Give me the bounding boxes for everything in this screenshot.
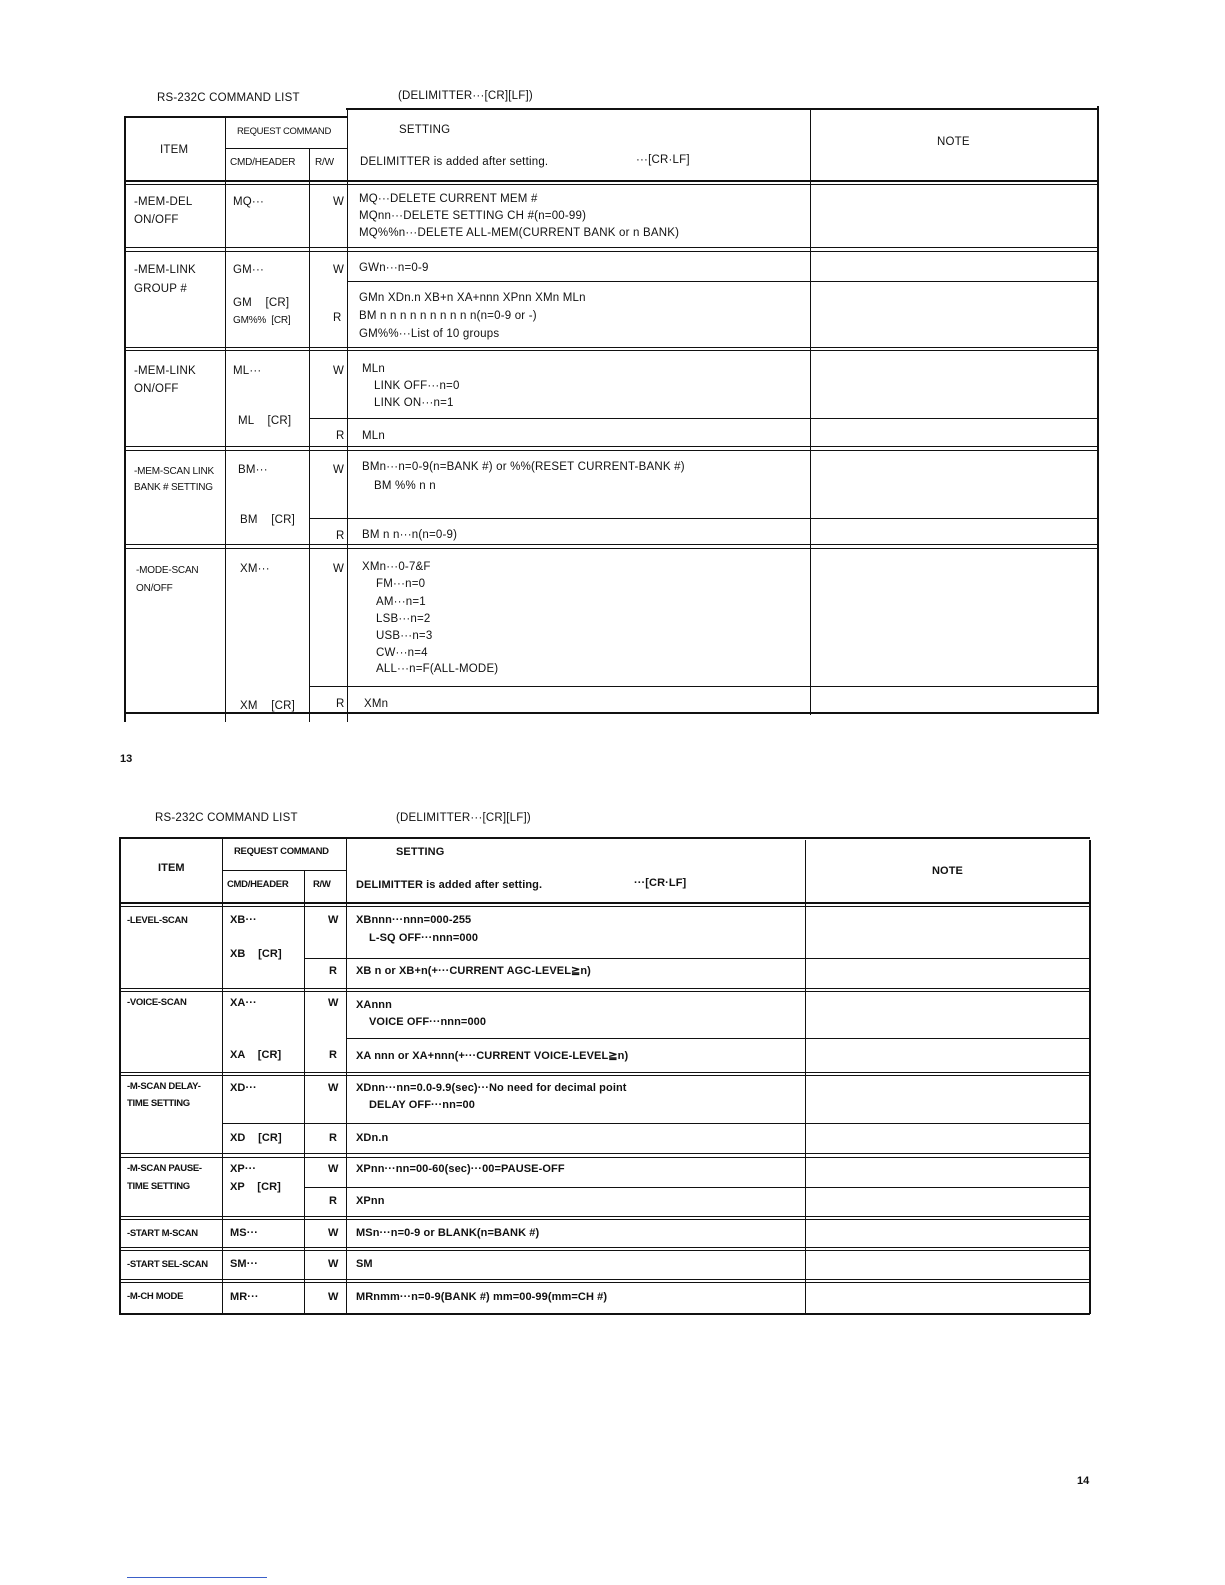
setting-text: USB···n=3 xyxy=(376,630,433,642)
setting-text: VOICE OFF···nnn=000 xyxy=(369,1016,487,1028)
command-cell: XA··· xyxy=(230,997,257,1009)
header-setting: SETTING xyxy=(396,846,445,858)
rw-cell: R xyxy=(329,965,338,977)
setting-text: ALL···n=F(ALL-MODE) xyxy=(376,663,499,675)
setting-text: XDnn···nn=0.0-9.9(sec)···No need for decimal point xyxy=(356,1082,627,1094)
setting-text: MRnmm···n=0-9(BANK #) mm=00-99(mm=CH #) xyxy=(356,1291,608,1303)
setting-text: GMn XDn.n XB+n XA+nnn XPnn XMn MLn xyxy=(359,292,586,304)
setting-text: XA nnn or XA+nnn(+···CURRENT VOICE-LEVEL≧n) xyxy=(356,1050,629,1062)
header-item: ITEM xyxy=(158,862,185,874)
header-cmd: CMD/HEADER xyxy=(227,879,289,890)
setting-text: XB n or XB+n(+···CURRENT AGC-LEVEL≧n) xyxy=(356,965,591,977)
setting-text: BM n n n n n n n n n n(n=0-9 or -) xyxy=(359,310,537,322)
header-request-command: REQUEST COMMAND xyxy=(237,126,332,137)
command-cell: XD··· xyxy=(230,1082,257,1094)
item-label: BANK # SETTING xyxy=(134,482,213,493)
rw-cell: W xyxy=(328,1082,339,1094)
item-label: GROUP # xyxy=(134,283,187,295)
setting-text: MSn···n=0-9 or BLANK(n=BANK #) xyxy=(356,1227,540,1239)
item-label: -MEM-SCAN LINK xyxy=(134,466,214,477)
rw-cell: R xyxy=(333,312,342,324)
list-heading: RS-232C COMMAND LIST xyxy=(155,812,298,824)
setting-text: XPnn···nn=00-60(sec)···00=PAUSE-OFF xyxy=(356,1163,565,1175)
setting-text: MLn xyxy=(362,363,385,375)
setting-text: SM xyxy=(356,1258,373,1270)
command-cell: SM··· xyxy=(230,1258,258,1270)
header-delimiter-note: DELIMITTER is added after setting. xyxy=(356,879,543,891)
command-cell: XM··· xyxy=(240,563,270,575)
rw-cell: R xyxy=(329,1049,338,1061)
rw-cell: W xyxy=(333,264,345,276)
rw-cell: R xyxy=(336,430,345,442)
command-cell: GM··· xyxy=(233,264,265,276)
setting-text: BMn···n=0-9(n=BANK #) or %%(RESET CURRENT-BANK #) xyxy=(362,461,685,473)
rw-cell: W xyxy=(328,1258,339,1270)
item-label: TIME SETTING xyxy=(127,1098,190,1109)
setting-text: XMn···0-7&F xyxy=(362,561,431,573)
setting-text: MLn xyxy=(362,430,385,442)
item-label: -START M-SCAN xyxy=(127,1228,198,1239)
rw-cell: R xyxy=(336,698,345,710)
rw-cell: W xyxy=(333,464,345,476)
list-heading: RS-232C COMMAND LIST xyxy=(157,92,300,104)
item-label: TIME SETTING xyxy=(127,1181,190,1192)
setting-text: XDn.n xyxy=(356,1132,389,1144)
setting-text: XPnn xyxy=(356,1195,385,1207)
item-label: -MODE-SCAN xyxy=(136,565,199,576)
command-cell: XD [CR] xyxy=(230,1132,282,1144)
delimiter-heading: (DELIMITTER···[CR][LF]) xyxy=(396,812,531,824)
header-item: ITEM xyxy=(160,144,189,156)
page-number: 14 xyxy=(1077,1475,1090,1487)
setting-text: MQ···DELETE CURRENT MEM # xyxy=(359,193,538,205)
rw-cell: W xyxy=(328,914,339,926)
setting-text: MQnn···DELETE SETTING CH #(n=00-99) xyxy=(359,210,587,222)
setting-text: XAnnn xyxy=(356,999,392,1011)
header-cr-lf: ···[CR·LF] xyxy=(634,877,687,889)
command-cell: GM [CR] xyxy=(233,297,290,309)
rw-cell: W xyxy=(328,1227,339,1239)
setting-text: FM···n=0 xyxy=(376,578,426,590)
item-label: -LEVEL-SCAN xyxy=(127,915,188,926)
item-label: -VOICE-SCAN xyxy=(127,997,187,1008)
setting-text: XBnnn···nnn=000-255 xyxy=(356,914,472,926)
rw-cell: R xyxy=(329,1132,338,1144)
setting-text: GM%%···List of 10 groups xyxy=(359,328,500,340)
item-label: -M-CH MODE xyxy=(127,1291,184,1302)
setting-text: BM %% n n xyxy=(374,480,436,492)
rw-cell: R xyxy=(336,530,345,542)
item-label: -MEM-LINK xyxy=(134,264,196,276)
command-cell: XP··· xyxy=(230,1163,257,1175)
setting-text: AM···n=1 xyxy=(376,596,426,608)
setting-text: BM n n···n(n=0-9) xyxy=(362,529,458,541)
header-cmd: CMD/HEADER xyxy=(230,157,296,168)
footer-underline xyxy=(127,1577,267,1578)
item-label: ON/OFF xyxy=(134,214,179,226)
header-request-command: REQUEST COMMAND xyxy=(234,846,329,857)
setting-text: DELAY OFF···nn=00 xyxy=(369,1099,475,1111)
setting-text: L-SQ OFF···nnn=000 xyxy=(369,932,479,944)
command-cell: XM [CR] xyxy=(240,700,296,712)
delimiter-heading: (DELIMITTER···[CR][LF]) xyxy=(398,90,533,102)
rw-cell: W xyxy=(333,196,345,208)
rw-cell: W xyxy=(328,1163,339,1175)
command-cell: MR··· xyxy=(230,1291,259,1303)
command-cell: GM%% [CR] xyxy=(233,315,291,326)
setting-text: MQ%%n···DELETE ALL-MEM(CURRENT BANK or n BANK) xyxy=(359,227,680,239)
rw-cell: W xyxy=(328,1291,339,1303)
item-label: -MEM-LINK xyxy=(134,365,196,377)
command-cell: XB··· xyxy=(230,914,257,926)
header-note: NOTE xyxy=(937,136,970,148)
command-cell: MS··· xyxy=(230,1227,258,1239)
header-delimiter-note: DELIMITTER is added after setting. xyxy=(360,156,549,168)
header-setting: SETTING xyxy=(399,124,451,136)
header-note: NOTE xyxy=(932,865,963,877)
setting-text: LSB···n=2 xyxy=(376,613,431,625)
header-rw: R/W xyxy=(313,879,331,890)
header-rw: R/W xyxy=(315,157,334,168)
command-cell: ML··· xyxy=(233,365,262,377)
item-label: -START SEL-SCAN xyxy=(127,1259,208,1270)
command-cell: XA [CR] xyxy=(230,1049,282,1061)
setting-text: CW···n=4 xyxy=(376,647,428,659)
command-cell: BM [CR] xyxy=(240,514,296,526)
command-cell: ML [CR] xyxy=(238,415,292,427)
setting-text: GWn···n=0-9 xyxy=(359,262,429,274)
command-cell: BM··· xyxy=(238,464,268,476)
command-cell: MQ··· xyxy=(233,196,265,208)
rw-cell: R xyxy=(329,1195,338,1207)
setting-text: XMn xyxy=(364,698,389,710)
item-label: ON/OFF xyxy=(136,583,173,594)
item-label: -M-SCAN PAUSE- xyxy=(127,1163,202,1174)
header-cr-lf: ···[CR·LF] xyxy=(636,154,690,166)
page-number: 13 xyxy=(120,753,133,765)
rw-cell: W xyxy=(328,997,339,1009)
item-label: ON/OFF xyxy=(134,383,179,395)
command-cell: XP [CR] xyxy=(230,1181,281,1193)
setting-text: LINK OFF···n=0 xyxy=(374,380,460,392)
rw-cell: W xyxy=(333,563,345,575)
setting-text: LINK ON···n=1 xyxy=(374,397,454,409)
command-cell: XB [CR] xyxy=(230,948,282,960)
item-label: -MEM-DEL xyxy=(134,196,193,208)
rw-cell: W xyxy=(333,365,345,377)
item-label: -M-SCAN DELAY- xyxy=(127,1081,201,1092)
